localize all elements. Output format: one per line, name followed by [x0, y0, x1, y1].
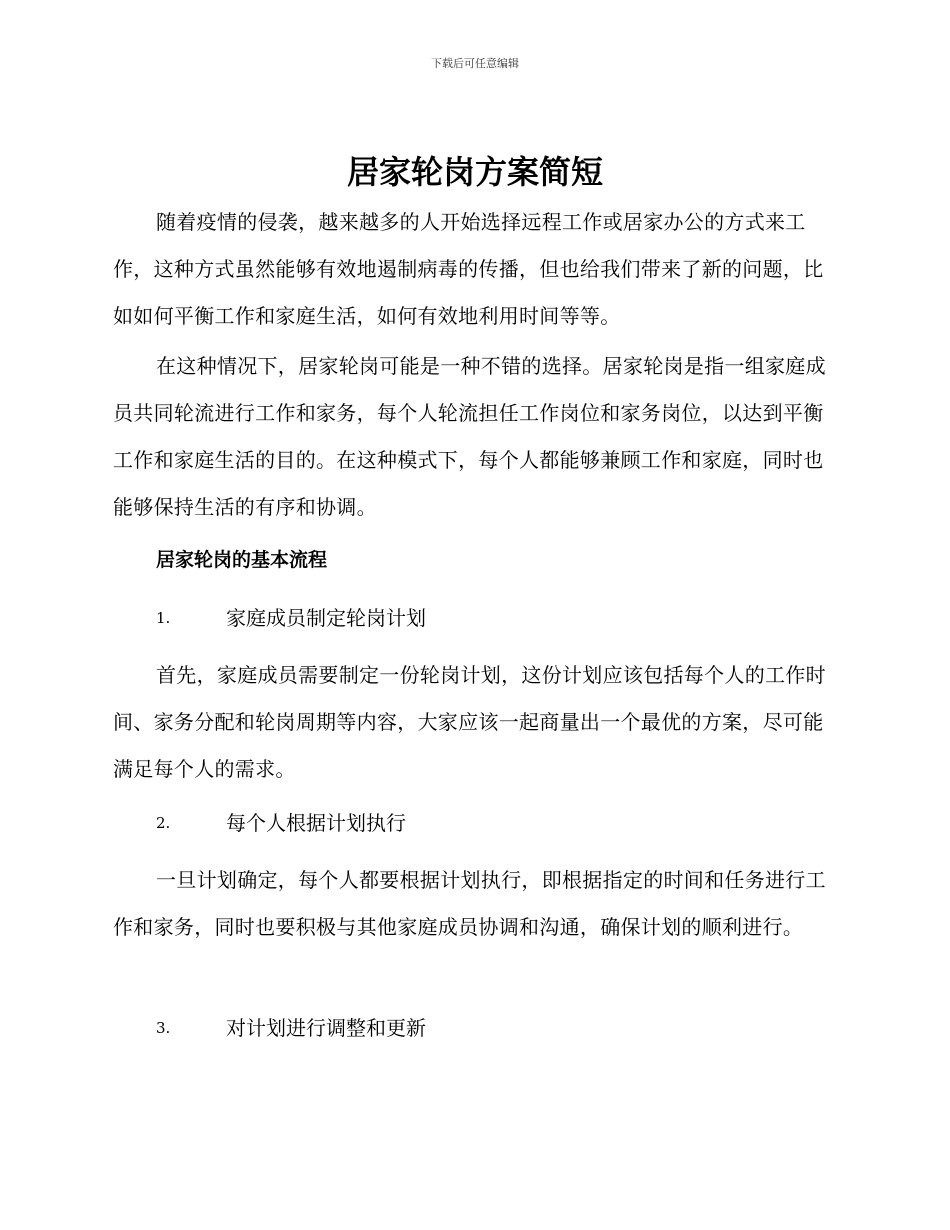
document-title: 居家轮岗方案简短 — [346, 153, 603, 191]
step-2-body: 一旦计划确定，每个人都要根据计划执行，即根据指定的时间和任务进行工作和家务，同时也要积极与其他家庭成员协调和沟通，确保计划的顺利进行。 — [113, 868, 826, 939]
step-title: 每个人根据计划执行 — [226, 811, 406, 835]
step-number: 3. — [156, 1019, 171, 1037]
header-note: 下载后可任意编辑 — [431, 57, 519, 70]
step-1-heading — [156, 603, 426, 633]
definition-paragraph: 在这种情况下，居家轮岗可能是一种不错的选择。居家轮岗是指一组家庭成员共同轮流进行工作和家务，每个人轮流担任工作岗位和家务岗位，以达到平衡工作和家庭生活的目的。在这种模式下，每个人都能够兼顾工作和家庭，同时也能够保持生活的有序和协调。 — [113, 354, 826, 519]
step-title: 对计划进行调整和更新 — [226, 1016, 426, 1040]
step-number: 2. — [156, 814, 171, 832]
section-heading: 居家轮岗的基本流程 — [156, 549, 328, 571]
step-title: 家庭成员制定轮岗计划 — [226, 606, 426, 630]
intro-paragraph: 随着疫情的侵袭，越来越多的人开始选择远程工作或居家办公的方式来工作，这种方式虽然能够有效地遏制病毒的传播，但也给我们带来了新的问题，比如如何平衡工作和家庭生活，如何有效地利用时间等等。 — [113, 210, 824, 328]
step-2-heading — [156, 808, 406, 838]
step-1-body: 首先，家庭成员需要制定一份轮岗计划，这份计划应该包括每个人的工作时间、家务分配和轮岗周期等内容，大家应该一起商量出一个最优的方案，尽可能满足每个人的需求。 — [113, 663, 826, 781]
step-3-heading — [156, 1013, 426, 1043]
step-number: 1. — [156, 609, 171, 627]
